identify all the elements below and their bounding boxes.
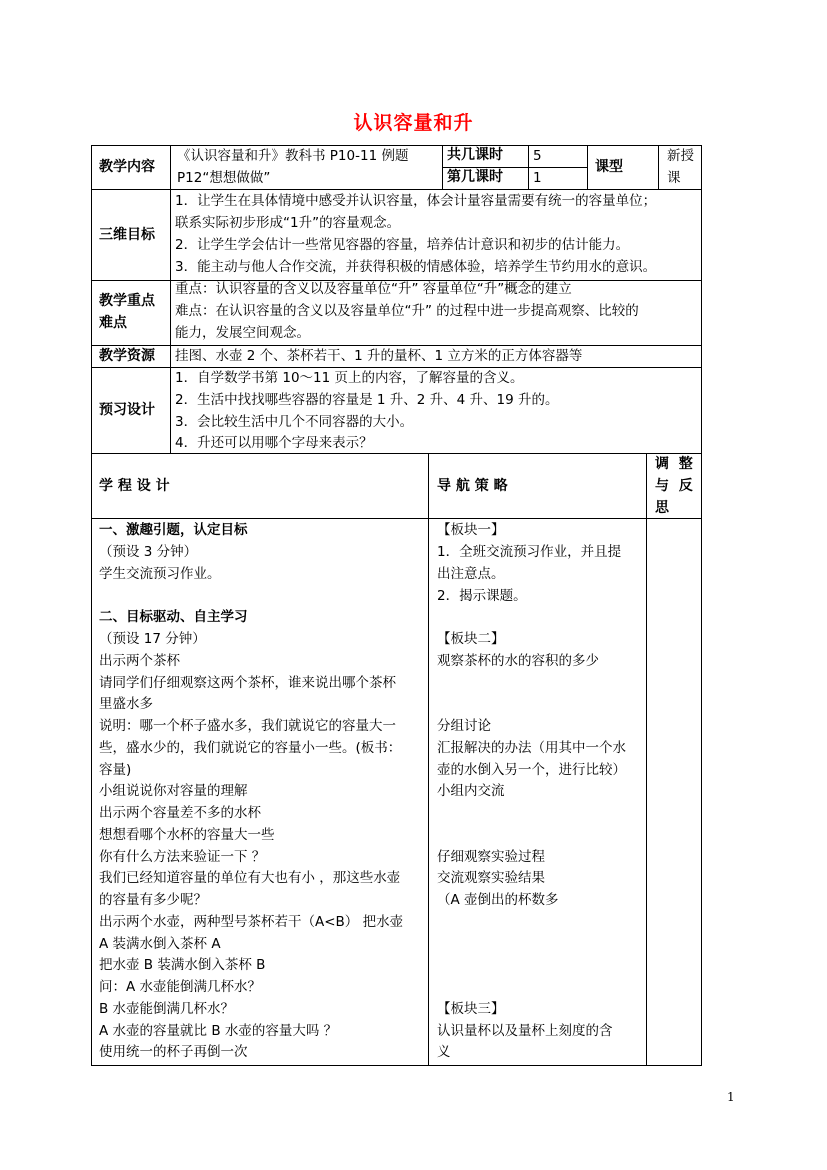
guide-line: 【板块一】 [437,522,505,538]
key-points-label-2: 难点 [99,315,127,331]
guide-line: 观察茶杯的水的容积的多少 [437,653,599,669]
adjust-column-header-3: 思 [655,500,669,516]
preview-label: 预习设计 [99,402,155,418]
goals-line: 3．能主动与他人合作交流，并获得积极的情感体验，培养学生节约用水的意识。 [175,259,657,275]
col-divider [646,453,647,1066]
key-points-line: 重点：认识容量的含义以及容量单位“升” 容量单位“升”概念的建立 [175,281,572,297]
document-title: 认识容量和升 [353,112,474,134]
design-line: 学生交流预习作业。 [99,566,221,582]
nth-hour-value: 1 [533,170,542,186]
total-hours-label: 共几课时 [447,147,503,163]
col-divider [442,145,443,189]
design-line: A 水壶的容量就比 B 水壶的容量大吗 ？ [99,1023,338,1039]
nth-hour-label: 第几课时 [447,169,503,185]
guide-line: 认识量杯以及量杯上刻度的含 [437,1023,613,1039]
design-line: 说明：哪一个杯子盛水多，我们就说它的容量大一 [99,718,396,734]
guide-line: 汇报解决的办法（用其中一个水 [437,740,626,756]
col-divider [170,145,171,453]
design-line: 一、激趣引题，认定目标 [99,522,248,538]
design-line: A 装满水倒入茶杯 A [99,936,221,952]
adjust-column-header-2: 与 反 [655,478,693,494]
guide-line: 1．全班交流预习作业，并且提 [437,544,622,560]
goals-line: 1．让学生在具体情境中感受并认识容量，体会计量容量需要有统一的容量单位； [175,193,657,209]
guide-line: 壶的水倒入另一个，进行比较） [437,762,626,778]
key-points-line: 能力，发展空间观念。 [175,325,310,341]
design-line: 使用统一的杯子再倒一次 [99,1044,248,1060]
design-line: 里盛水多 [99,696,153,712]
content-line-2: P12“想想做做” [177,170,271,186]
design-line: 容量) [99,762,132,778]
guide-line: 分组讨论 [437,718,491,734]
design-line: 的容量有多少呢？ [99,892,207,908]
lesson-type-value-1: 新授 [667,148,694,164]
col-divider [658,145,659,189]
guide-line: （A 壶倒出的杯数多 [437,892,559,908]
guide-line: 【板块三】 [437,1001,505,1017]
design-line: 二、目标驱动、自主学习 [99,609,248,625]
design-line: 请同学们仔细观察这两个茶杯，谁来说出哪个茶杯 [99,675,396,691]
key-points-line: 难点：在认识容量的含义以及容量单位“升” 的过程中进一步提高观察、比较的 [175,303,639,319]
guide-line: 小组内交流 [437,783,505,799]
col-divider [528,145,529,189]
adjust-column-header-1: 调 整 [655,456,693,472]
design-line: 小组说说你对容量的理解 [99,783,248,799]
design-line: 出示两个容量差不多的水杯 [99,805,261,821]
resources-label: 教学资源 [99,348,155,364]
goals-label: 三维目标 [99,227,155,243]
goals-line: 2．让学生学会估计一些常见容器的容量，培养估计意识和初步的估计能力。 [175,237,630,253]
design-line: （预设 3 分钟） [99,544,198,560]
resources-text: 挂图、水壶 2 个、茶杯若干、1 升的量杯、1 立方米的正方体容器等 [175,348,583,364]
preview-line: 2．生活中找找哪些容器的容量是 1 升、2 升、4 升、19 升的。 [175,392,559,408]
guide-line: 【板块二】 [437,631,505,647]
design-line: 出示两个茶杯 [99,653,180,669]
guide-line: 交流观察实验结果 [437,870,545,886]
design-line: 把水壶 B 装满水倒入茶杯 B [99,957,266,973]
design-line: 你有什么方法来验证一下 ？ [99,849,266,865]
col-divider [587,145,588,189]
design-line: B 水壶能倒满几杯水？ [99,1001,235,1017]
design-line: 想想看哪个水杯的容量大一些 [99,827,275,843]
preview-line: 1．自学数学书第 10～11 页上的内容，了解容量的含义。 [175,370,524,386]
col-divider [428,453,429,1066]
design-line: 问：A 水壶能倒满几杯水？ [99,979,262,995]
page-number: 1 [727,1090,735,1104]
guide-line: 出注意点。 [437,566,505,582]
content-line-1: 《认识容量和升》教科书 P10-11 例题 [177,148,409,164]
guide-line: 2．揭示课题。 [437,588,527,604]
preview-line: 3．会比较生活中几个不同容器的大小。 [175,414,414,430]
design-line: 我们已经知道容量的单位有大也有小 ，那这些水壶 [99,870,401,886]
design-line: 些，盛水少的，我们就说它的容量小一些。(板书： [99,740,402,756]
content-label: 教学内容 [99,159,155,175]
preview-line: 4．升还可以用哪个字母来表示？ [175,435,373,451]
lesson-type-label: 课型 [595,159,623,175]
goals-line: 联系实际初步形成“1升”的容量观念。 [175,215,401,231]
guide-line: 义 [437,1044,451,1060]
design-line: （预设 17 分钟） [99,631,206,647]
design-line: 出示两个水壶，两种型号茶杯若干（A<B） 把水壶 [99,914,404,930]
lesson-type-value-2: 课 [667,170,681,186]
design-column-header: 学 程 设 计 [99,478,170,494]
guide-column-header: 导 航 策 略 [437,478,508,494]
total-hours-value: 5 [533,148,542,164]
key-points-label-1: 教学重点 [99,293,155,309]
guide-line: 仔细观察实验过程 [437,849,545,865]
